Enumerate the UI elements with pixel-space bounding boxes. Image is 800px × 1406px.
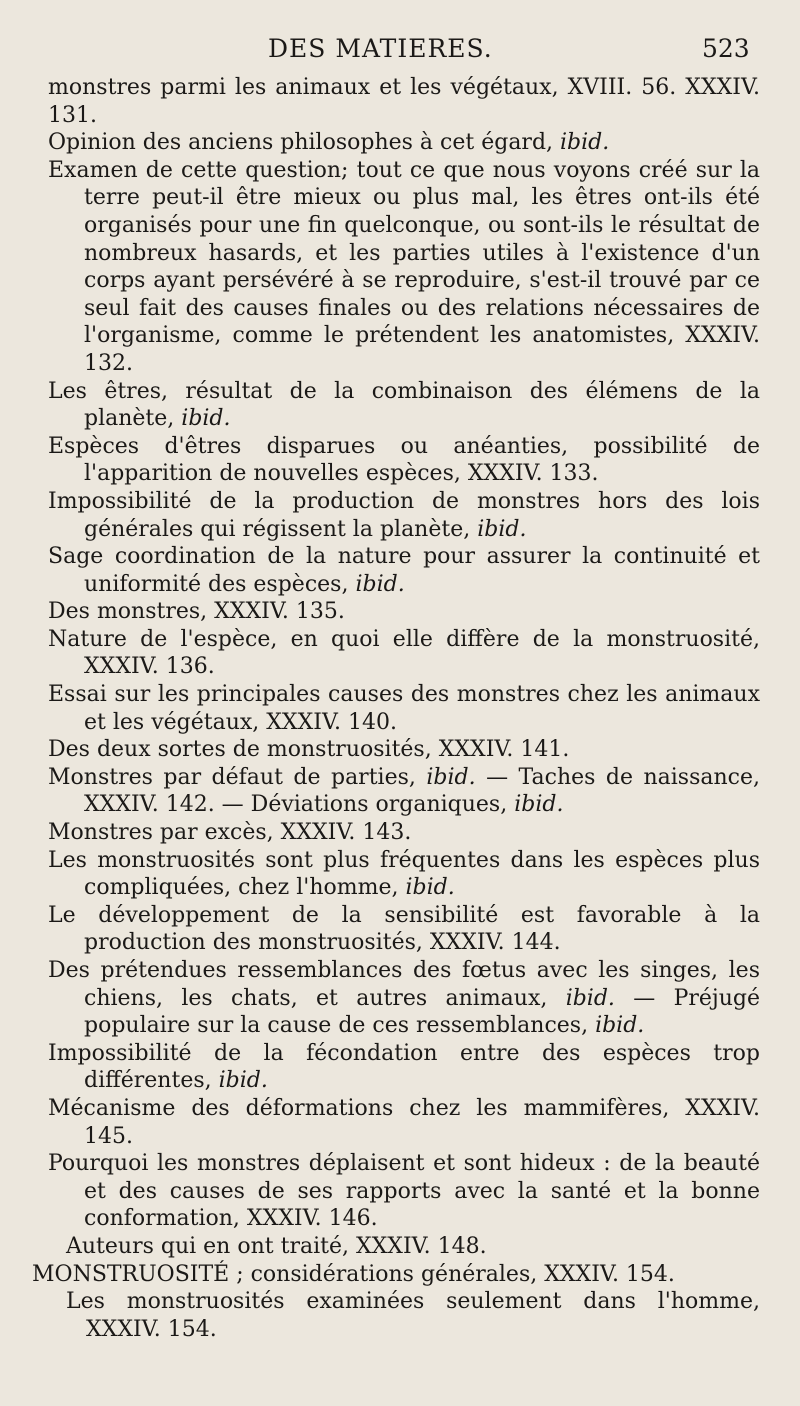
index-entry: Des deux sortes de monstruosités, XXXIV. 141. <box>48 737 570 763</box>
index-entry: Nature de l'espèce, en quoi elle diffère de la monstruosité, XXXIV. 136. <box>48 626 760 680</box>
index-entry: Pourquoi les monstres déplaisent et sont hideux : de la beauté et des causes de ses rapports avec la santé et la bonne conformation, XXXIV. 146. <box>48 1151 760 1232</box>
index-entry: Des monstres, XXXIV. 135. <box>48 599 345 625</box>
page-header <box>0 34 800 74</box>
index-entry: Opinion des anciens philosophes à cet égard, ibid. <box>48 130 610 156</box>
running-title: DES MATIERES. <box>268 34 493 63</box>
index-entry: Monstres par défaut de parties, ibid. — Taches de naissance, XXXIV. 142. — Déviations organiques, ibid. <box>48 764 760 818</box>
index-body <box>32 74 760 1343</box>
index-entry-heading: MONSTRUOSITÉ ; considérations générales, XXXIV. 154. <box>32 1261 675 1287</box>
page-number: 523 <box>702 34 750 63</box>
index-entry: Auteurs qui en ont traité, XXXIV. 148. <box>66 1233 487 1259</box>
index-entry: Les êtres, résultat de la combinaison des élémens de la planète, ibid. <box>48 378 760 432</box>
index-entry: Essai sur les principales causes des monstres chez les animaux et les végétaux, XXXIV. 140. <box>48 682 760 735</box>
index-entry: Des prétendues ressemblances des fœtus avec les singes, les chiens, les chats, et autres animaux, ibid. — Préjugé populaire sur la cause de ces ressemblances, ibid. <box>48 958 760 1039</box>
index-entry: Mécanisme des déformations chez les mammifères, XXXIV. 145. <box>48 1095 760 1149</box>
index-entry: Examen de cette question; tout ce que nous voyons créé sur la terre peut-il être mieux ou plus mal, les êtres ont-ils été organisés pour une fin quelconque, ou sont-ils le résultat de nombreux hasards, et les parties utiles à l'existence d'un corps ayant persévéré à se reproduire, s'est-il trouvé par ce seul fait des causes finales ou des relations nécessaires de l'organisme, comme le prétendent les anatomistes, XXXIV. 132. <box>48 157 760 376</box>
index-entry: monstres parmi les animaux et les végétaux, XVIII. 56. XXXIV. 131. <box>48 75 760 128</box>
index-entry: Impossibilité de la fécondation entre des espèces trop différentes, ibid. <box>48 1040 760 1094</box>
index-entry: Espèces d'êtres disparues ou anéanties, possibilité de l'apparition de nouvelles espèces, XXXIV. 133. <box>48 433 760 487</box>
index-entry: Les monstruosités examinées seulement dans l'homme, XXXIV. 154. <box>66 1289 760 1342</box>
index-entry: Sage coordination de la nature pour assurer la continuité et uniformité des espèces, ibid. <box>48 544 760 597</box>
index-entry: Impossibilité de la production de monstres hors des lois générales qui régissent la planète, ibid. <box>48 488 760 542</box>
index-entry: Le développement de la sensibilité est favorable à la production des monstruosités, XXXIV. 144. <box>48 902 760 956</box>
index-entry: Les monstruosités sont plus fréquentes dans les espèces plus compliquées, chez l'homme, ibid. <box>48 847 760 901</box>
index-entry: Monstres par excès, XXXIV. 143. <box>48 820 412 846</box>
